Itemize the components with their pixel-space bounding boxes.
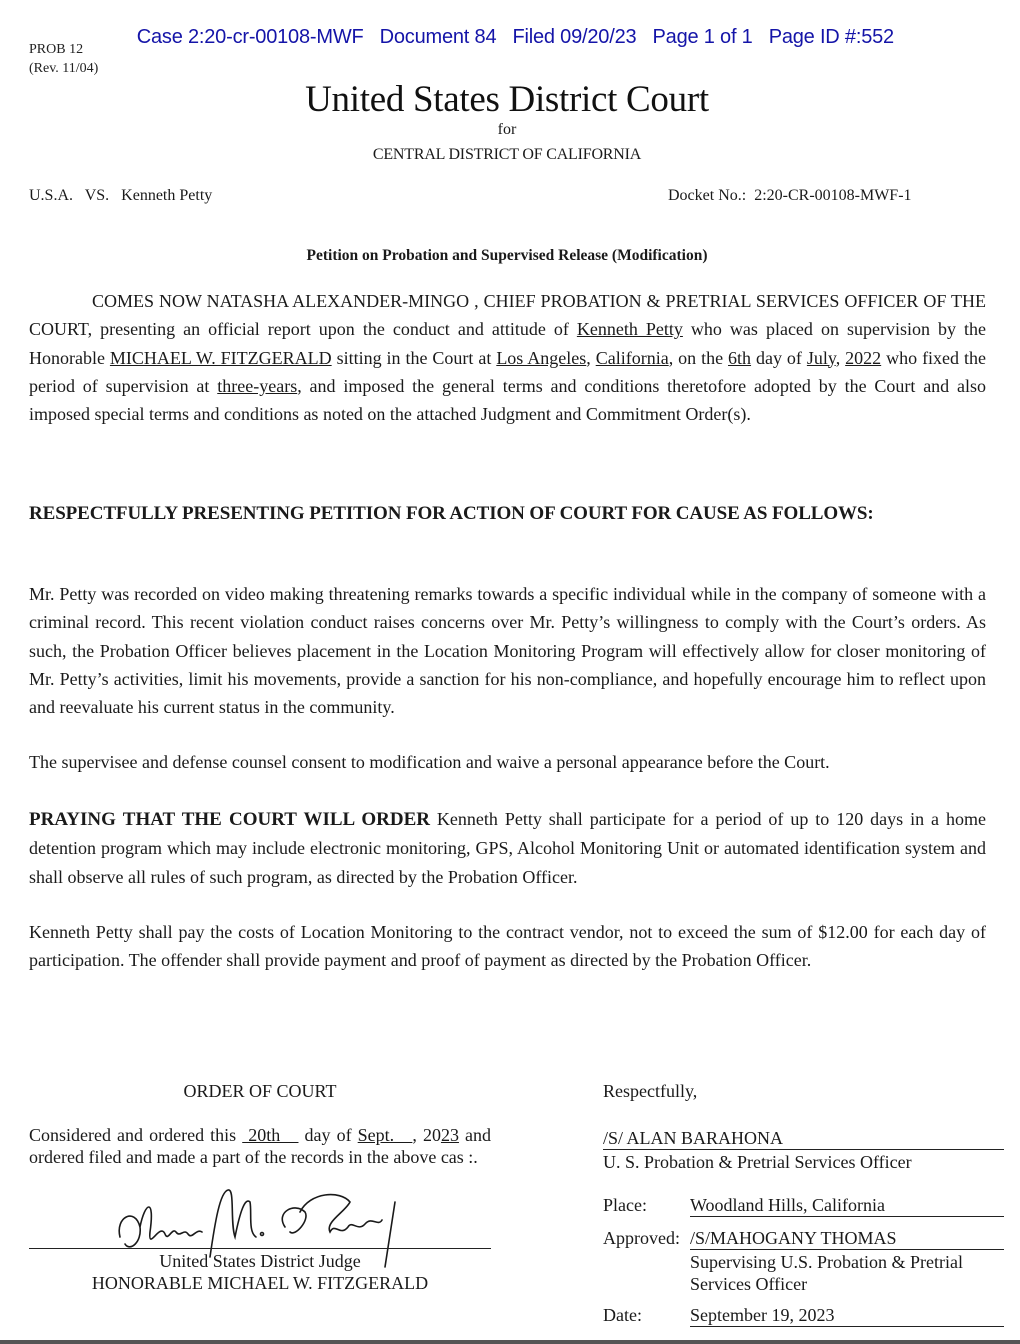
intro-text: who fixed the period of supervision at: [29, 347, 986, 396]
date-value: September 19, 2023: [690, 1305, 1004, 1327]
intro-paragraph: [29, 287, 986, 428]
intro-text: ,: [835, 347, 846, 368]
page-bottom-edge: [0, 1340, 1020, 1344]
intro-text: , and imposed the general terms and conditions theretofore adopted by the Court and also imposed special terms and conditions as noted on the attached Judgment and Commitment Order(s).: [29, 375, 986, 425]
officer-signature: /S/ ALAN BARAHONA: [603, 1128, 1004, 1150]
praying-text: Kenneth Petty shall participate for a period of up to 120 days in a home detention program which may include electronic monitoring, GPS, Alcohol Monitoring Unit or automated identification system and shall observe all rules of such program, as directed by the Probation Officer.: [29, 809, 986, 887]
order-text-part: Considered and ordered this: [29, 1125, 243, 1145]
judge-title: United States District Judge: [159, 1251, 361, 1271]
sentence-month: July: [806, 347, 836, 368]
section-heading: RESPECTFULLY PRESENTING PETITION FOR ACTION OF COURT FOR CAUSE AS FOLLOWS:: [29, 503, 874, 524]
judge-name: HONORABLE MICHAEL W. FITZGERALD: [91, 1273, 429, 1293]
payment-paragraph: Kenneth Petty shall pay the costs of Location Monitoring to the contract vendor, not to exceed the sum of $12.00 for each day of participation. The offender shall provide payment and proof of payment as directed by the Probation Officer.: [29, 922, 986, 971]
defendant-name: Kenneth Petty: [576, 319, 683, 340]
consent-paragraph: The supervisee and defense counsel consent to modification and waive a personal appearance before the Court.: [29, 752, 830, 772]
filing-stamp: [0, 3, 1020, 49]
order-text-part: , 20: [412, 1125, 441, 1145]
order-text-part: and ordered filed and made a part of the records in the above cas :.: [29, 1125, 492, 1167]
docket-label: Docket No.:: [668, 187, 747, 204]
order-text-part: day of: [298, 1125, 358, 1145]
place-label: Place:: [603, 1195, 647, 1215]
praying-lead: PRAYING THAT THE COURT WILL ORDER: [29, 809, 430, 830]
court-city: Los Angeles: [496, 347, 587, 368]
approver-title-line1: Supervising U.S. Probation & Pretrial: [690, 1252, 963, 1272]
sentence-day: 6th: [728, 347, 752, 368]
court-for: for: [497, 121, 517, 138]
order-year: 23: [440, 1125, 459, 1145]
sentencing-judge: MICHAEL W. FITZGERALD: [109, 347, 332, 368]
stamp-page-id: Page ID #:552: [768, 26, 894, 48]
place-value: Woodland Hills, California: [690, 1195, 1004, 1217]
form-id: [29, 40, 98, 78]
intro-text: sitting in the Court at: [331, 347, 497, 368]
praying-paragraph: [29, 805, 986, 891]
approved-label: Approved:: [603, 1228, 680, 1248]
stamp-page: Page 1 of 1: [652, 26, 753, 48]
intro-text: ,: [586, 347, 596, 368]
stamp-document: Document 84: [379, 26, 497, 48]
case-parties: U.S.A. VS. Kenneth Petty: [29, 187, 213, 204]
intro-text: COMES NOW NATASHA ALEXANDER-MINGO , CHIEF PROBATION & PRETRIAL SERVICES OFFICER OF THE COURT, presenting an official report upon the conduct and attitude of: [29, 291, 986, 340]
order-month: Sept.: [357, 1125, 413, 1145]
approver-title-line2: Services Officer: [690, 1274, 808, 1294]
court-state: California: [595, 347, 669, 368]
sentence-year: 2022: [845, 347, 882, 368]
form-revision: (Rev. 11/04): [29, 61, 99, 76]
date-label: Date:: [603, 1305, 642, 1325]
officer-title: U. S. Probation & Pretrial Services Officer: [603, 1152, 912, 1172]
order-text: [29, 1124, 491, 1168]
court-title: United States District Court: [305, 79, 709, 120]
cause-paragraph: Mr. Petty was recorded on video making threatening remarks towards a specific individual while in the company of someone with a criminal record. This recent violation conduct raises concerns over Mr. Petty’s willingness to comply with the Court’s orders. As such, the Probation Officer believes placement in the Location Monitoring Program will effectively allow for closer monitoring of Mr. Petty’s activities, limit his movements, provide a sanction for his non-compliance, and hopefully encourage him to reflect upon and reevaluate his current status in the community.: [29, 584, 986, 718]
stamp-filed: Filed 09/20/23: [512, 26, 637, 48]
docket-value: 2:20-CR-00108-MWF-1: [754, 187, 912, 204]
signature-line: [29, 1248, 491, 1249]
intro-text: who was placed on supervision by the Honorable: [29, 319, 986, 368]
order-of-court-title: ORDER OF COURT: [183, 1081, 337, 1101]
form-number: PROB 12: [29, 42, 84, 57]
closing: Respectfully,: [603, 1081, 698, 1101]
docket-number: [668, 187, 912, 205]
supervision-period: three-years: [217, 375, 298, 396]
approver-signature: /S/MAHOGANY THOMAS: [690, 1228, 1004, 1250]
court-district: CENTRAL DISTRICT OF CALIFORNIA: [372, 146, 642, 163]
intro-text: , on the: [668, 347, 729, 368]
approver-title: [690, 1251, 963, 1295]
order-day: 20th: [242, 1125, 299, 1145]
intro-text: day of: [751, 347, 807, 368]
petition-title: Petition on Probation and Supervised Release (Modification): [306, 247, 708, 264]
stamp-case: Case 2:20-cr-00108-MWF: [136, 26, 364, 48]
